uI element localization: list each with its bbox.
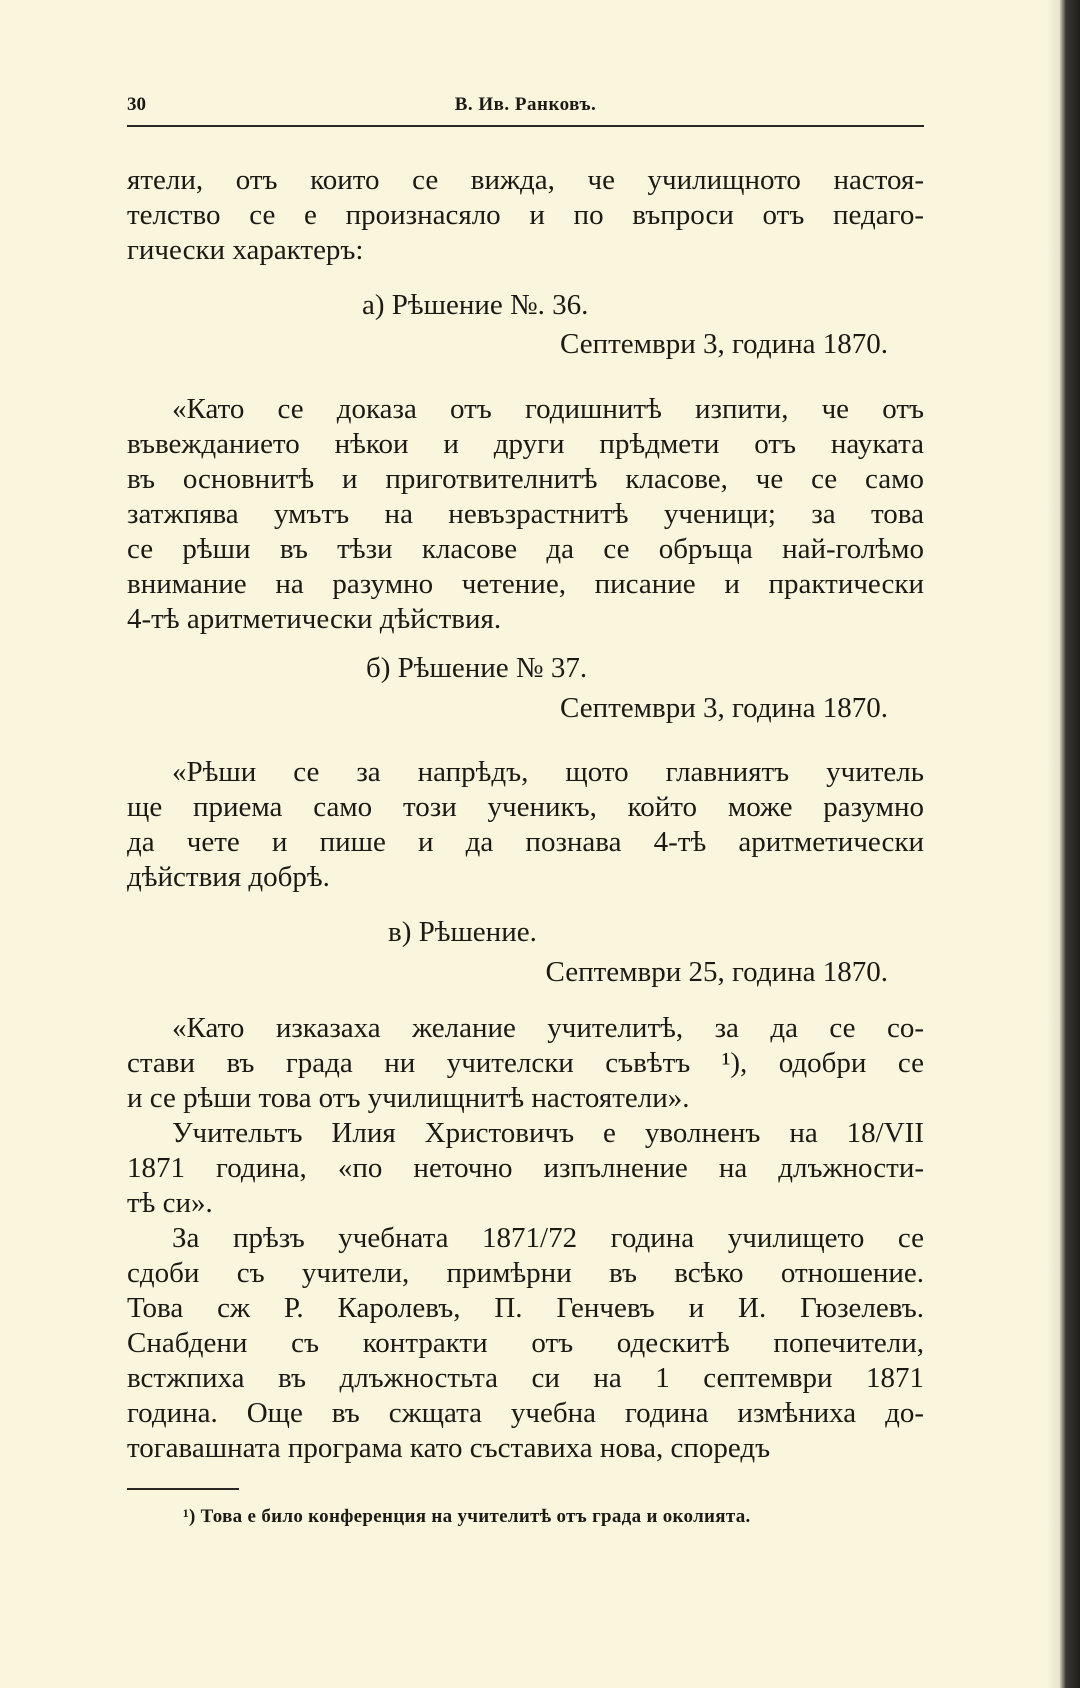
text-line: затжпява умътъ на невъзрастнитѣ ученици; за това	[127, 498, 924, 530]
text-line: въвежданието нѣкои и други прѣдмети отъ науката	[127, 428, 924, 460]
text-line: телство се е произнасяло и по въпроси отъ педаго-	[127, 199, 924, 231]
text-line: Снабдени съ контракти отъ одескитѣ попечители,	[127, 1327, 924, 1359]
text-line: тогавашната програма като съставиха нова, споредъ	[127, 1432, 771, 1464]
text-line: гически характеръ:	[127, 234, 364, 266]
text-line: Това сж Р. Каролевъ, П. Генчевъ и И. Гюзелевъ.	[127, 1292, 924, 1324]
paragraph-teachers	[127, 1221, 924, 1466]
text-line: «Като се доказа отъ годишнитѣ изпити, че отъ	[172, 393, 924, 425]
text-line: сдоби съ учители, примѣрни въ всѣко отношение.	[127, 1257, 924, 1289]
scan-edge	[1060, 0, 1080, 1688]
text-line: стави въ града ни учителски съвѣтъ ¹), одобри се	[127, 1047, 924, 1079]
footnote: ¹) Това е било конференция на учителитѣ отъ града и околията.	[183, 1506, 751, 1527]
decision-a-heading: а) Рѣшение №. 36.	[362, 289, 589, 321]
running-title: В. Ив. Ранковъ.	[454, 94, 597, 115]
text-line: се рѣши въ тѣзи класове да се обръща най-голѣмо	[127, 533, 924, 565]
text-line: 1871 година, «по неточно изпълнение на длъжности-	[127, 1152, 924, 1184]
decision-b-heading: б) Рѣшение № 37.	[366, 652, 588, 684]
text-line: ще приема само този ученикъ, който може разумно	[127, 791, 924, 823]
text-line: Учительтъ Илия Христовичъ е уволненъ на 18/VII	[172, 1117, 924, 1149]
text-line: внимание на разумно четение, писание и практически	[127, 568, 924, 600]
paragraph-decision-c	[127, 1011, 924, 1116]
footnote-rule	[127, 1488, 239, 1490]
text-line: тѣ си».	[127, 1187, 213, 1219]
page-number: 30	[127, 94, 146, 115]
text-line: «Като изказаха желание учителитѣ, за да се со-	[172, 1012, 924, 1044]
text-line: «Рѣши се за напрѣдъ, щото главниятъ учитель	[172, 756, 924, 788]
header-rule	[127, 125, 924, 127]
text-line: 4-тѣ аритметически дѣйствия.	[127, 603, 502, 635]
page-shadow	[1046, 0, 1060, 1688]
text-line: встжпиха въ длъжностьта си на 1 септември 1871	[127, 1362, 924, 1394]
text-line: и се рѣши това отъ училищнитѣ настоятели».	[127, 1082, 690, 1114]
decision-c-date: Септември 25, година 1870.	[545, 956, 888, 988]
decision-c-heading: в) Рѣшение.	[388, 916, 537, 948]
paragraph-1	[127, 163, 924, 268]
paragraph-decision-b	[127, 755, 924, 895]
text-line: За прѣзъ учебната 1871/72 година училището се	[172, 1222, 924, 1254]
paragraph-decision-a	[127, 392, 924, 637]
text-line: въ основнитѣ и приготвителнитѣ класове, че се само	[127, 463, 924, 495]
decision-a-date: Септември 3, година 1870.	[560, 328, 888, 360]
paragraph-dismissal	[127, 1116, 924, 1221]
text-line: година. Още въ сжщата учебна година измѣниха до-	[127, 1397, 924, 1429]
text-line: ятели, отъ които се вижда, че училищното настоя-	[127, 164, 924, 196]
decision-b-date: Септември 3, година 1870.	[560, 692, 888, 724]
text-line: да чете и пише и да познава 4-тѣ аритметически	[127, 826, 924, 858]
text-line: дѣйствия добрѣ.	[127, 861, 330, 893]
